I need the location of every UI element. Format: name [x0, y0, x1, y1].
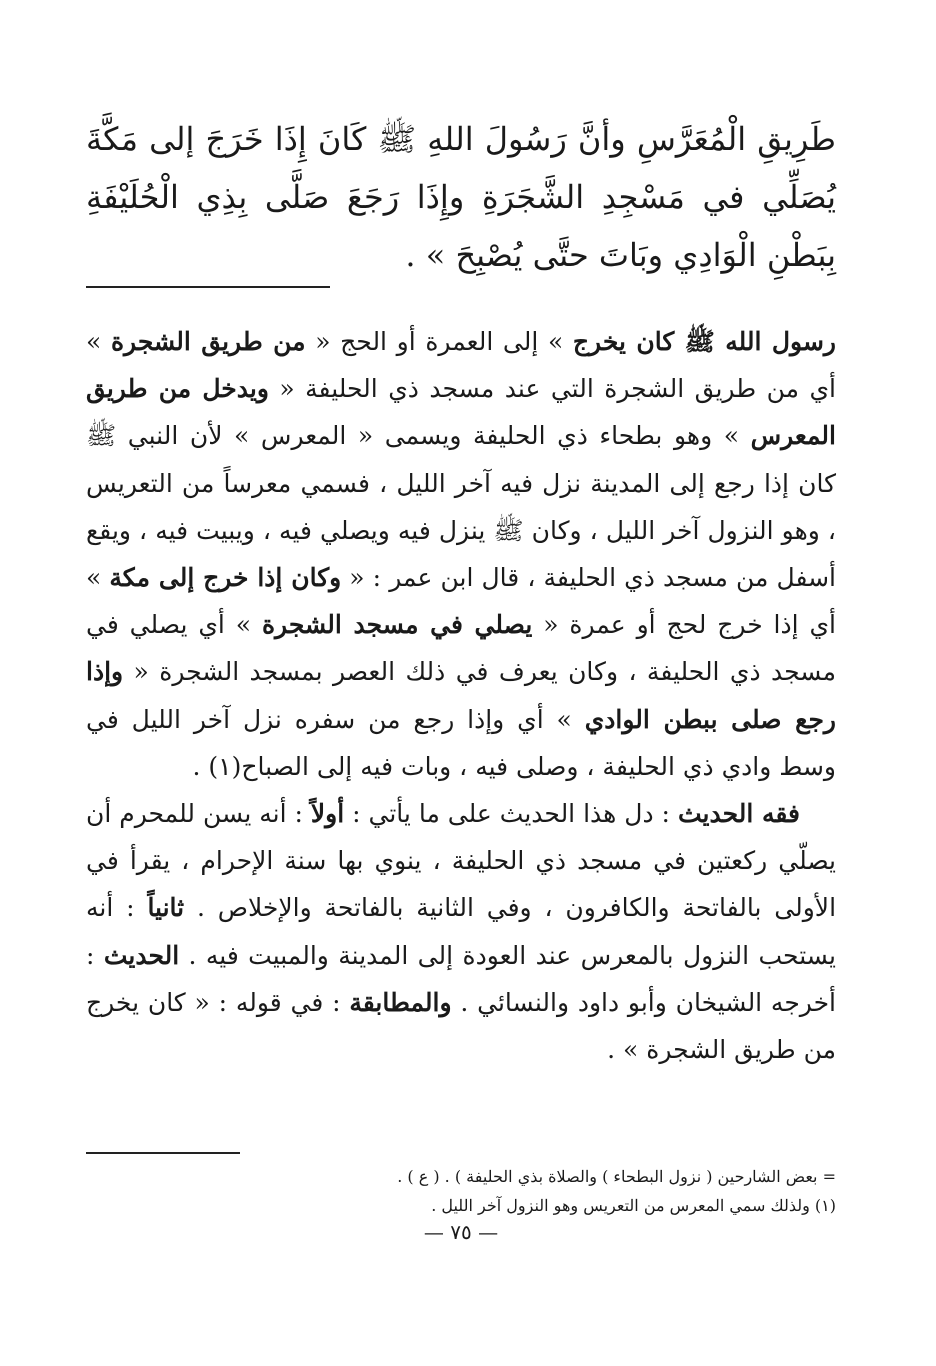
hadith-divider	[86, 286, 330, 288]
segment: ثانياً	[147, 893, 185, 923]
segment: » أي إذا خرج لحج أو عمرة «	[86, 563, 836, 640]
footnote-continuation: = بعض الشارحين ( نزول البطحاء ) والصلاة بذي الحليفة ) . ( ع ) .	[397, 1167, 836, 1186]
segment: رسول الله ﷺ كان يخرج	[572, 327, 836, 356]
segment: » أي يصلي في مسجد ذي الحليفة ، وكان يعرف في ذلك العصر بمسجد الشجرة «	[86, 610, 836, 687]
segment: » أي وإذا رجع من سفره نزل آخر الليل في وسط وادي ذي الحليفة ، وصلى فيه ، وبات فيه إلى الصباح(١) .	[86, 704, 836, 781]
segment: فقه الحديث	[677, 799, 800, 829]
footnote-divider	[86, 1152, 240, 1154]
commentary	[86, 318, 836, 1073]
segment: وإذا رجع صلى ببطن الوادي	[86, 657, 836, 734]
footnotes	[86, 1162, 836, 1220]
segment: : أنه يسن للمحرم أن يصلّي ركعتين في مسجد ذي الحليفة ، ينوي بها سنة الإحرام ، يقرأ في الأولى بالفاتحة والكافرون ، وفي الثانية بالفاتحة والإخلاص .	[86, 799, 837, 923]
segment: : أنه يستحب النزول بالمعرس عند العودة إلى المدينة والمبيت فيه .	[86, 893, 836, 970]
segment: يصلي في مسجد الشجرة	[261, 610, 533, 640]
segment: » وهو بطحاء ذي الحليفة ويسمى « المعرس » لأن النبي ﷺ كان إذا رجع إلى المدينة نزل فيه آخر الليل ، فسمي معرساً من التعريس ، وهو النزول آخر الليل ، وكان ﷺ ينزل فيه ويصلي فيه ، ويبيت فيه ، ويقع أسفل من مسجد ذي الحليفة ، قال ابن عمر : «	[86, 421, 836, 593]
segment: أولاً	[310, 799, 345, 829]
segment: : أخرجه الشيخان وأبو داود والنسائي .	[86, 940, 836, 1017]
segment: الحديث	[103, 940, 180, 970]
page-number: — ٧٥ —	[423, 1220, 499, 1244]
segment: والمطابقة	[349, 987, 452, 1017]
page	[86, 110, 837, 1244]
commentary-paragraph-2	[86, 790, 836, 1073]
segment: » إلى العمرة أو الحج «	[305, 327, 573, 356]
segment: : في قوله : « كان يخرج من طريق الشجرة » .	[86, 987, 836, 1065]
segment: ويدخل من طريق المعرس	[86, 374, 836, 451]
segment: » أي من طريق الشجرة التي عند مسجد ذي الحليفة «	[86, 327, 836, 404]
segment: : دل هذا الحديث على ما يأتي :	[344, 799, 678, 829]
commentary-paragraph-1	[86, 318, 836, 790]
segment: وكان إذا خرج إلى مكة	[109, 563, 342, 593]
hadith-text: طَرِيقِ الْمُعَرَّسِ وأنَّ رَسُولَ اللهِ ﷺ كَانَ إِذَا خَرَجَ إلى مَكَّةَ يُصَلِّي في مَسْجِدِ الشَّجَرَةِ وإِذَا رَجَعَ صَلَّى بِذِي الْحُلَيْفَةِ بِبَطْنِ الْوَادِي وبَاتَ حتَّى يُصْبِحَ » .	[86, 120, 836, 274]
segment: من طريق الشجرة	[110, 327, 306, 356]
footnote-1: (١) ولذلك سمي المعرس من التعريس وهو النزول آخر الليل .	[431, 1196, 836, 1215]
